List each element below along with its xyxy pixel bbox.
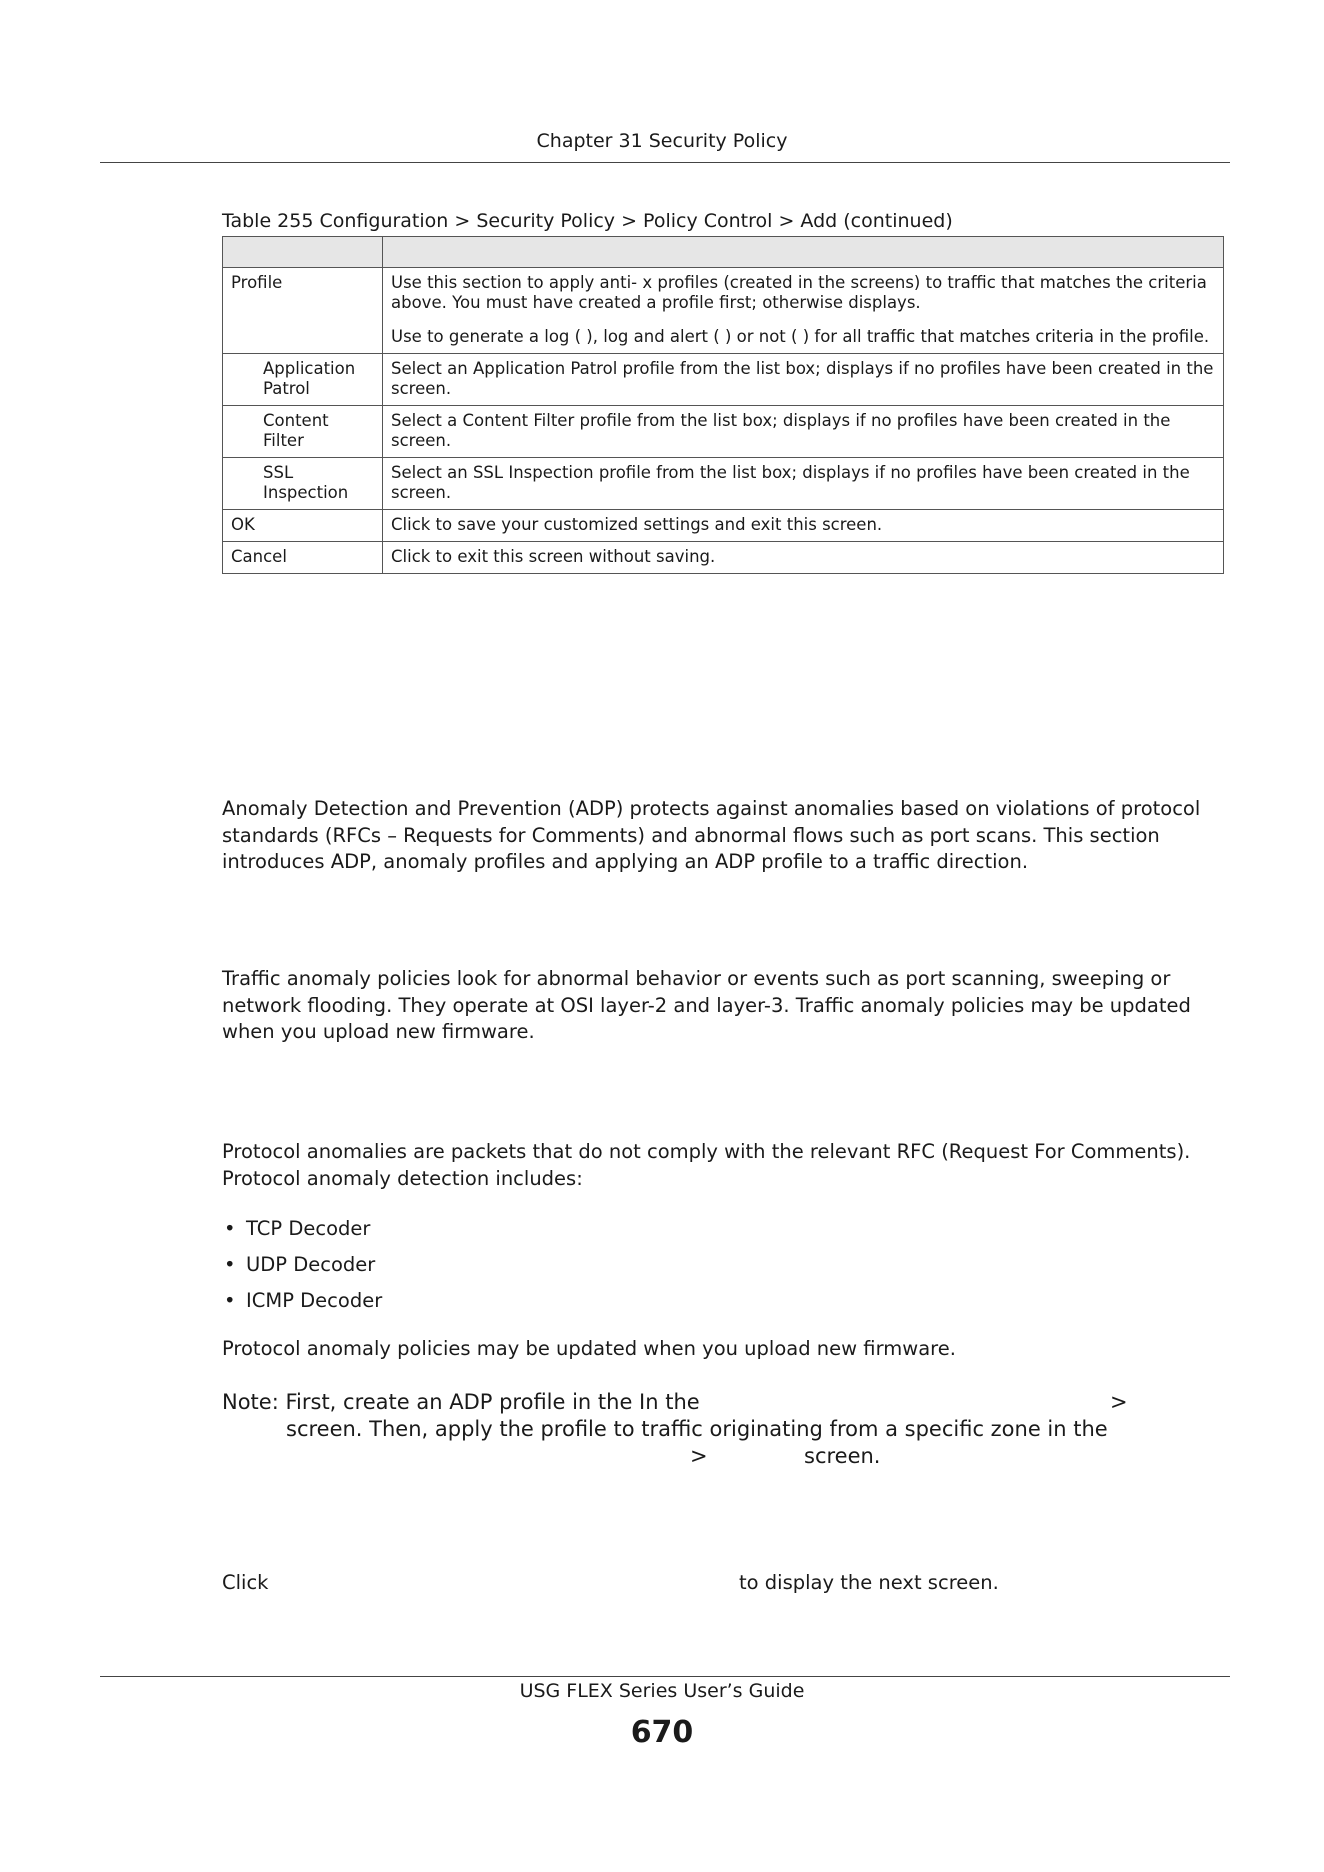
- row-description: [383, 406, 1224, 458]
- table-row: [223, 542, 1224, 574]
- note-text: screen.: [804, 1444, 881, 1468]
- table-row: [223, 510, 1224, 542]
- running-footer: USG FLEX Series User’s Guide: [519, 1680, 805, 1702]
- row-description: [383, 542, 1224, 574]
- row-description: [383, 354, 1224, 406]
- note-separator: >: [1110, 1390, 1128, 1414]
- field-description-table: [222, 236, 1224, 574]
- table-row: [223, 354, 1224, 406]
- adp-intro-paragraph: Anomaly Detection and Prevention (ADP) protects against anomalies based on violations of protocol standards (RFCs – Requests for Comments) and abnormal flows such as port scans. This section introduces ADP, anomaly profiles and applying an ADP profile to a traffic direction.: [222, 797, 1201, 873]
- row-label: SSL Inspection: [223, 458, 383, 510]
- page-number: 670: [630, 1715, 694, 1750]
- running-header: Chapter 31 Security Policy: [536, 130, 788, 152]
- note-text: screen. Then, apply the profile to traffic originating from a specific zone in the: [286, 1417, 1108, 1441]
- description-paragraph: Select a Content Filter profile from the list box; displays if no profiles have been created in the screen.: [391, 411, 1171, 450]
- row-label: Profile: [223, 268, 383, 354]
- description-paragraph: Use this section to apply anti- x profiles (created in the screens) to traffic that matches the criteria above. You must have created a profile first; otherwise displays.: [391, 273, 1207, 312]
- table-header-cell: [383, 237, 1224, 268]
- table-row: [223, 458, 1224, 510]
- note-separator: >: [690, 1444, 708, 1468]
- traffic-anomaly-paragraph: Traffic anomaly policies look for abnormal behavior or events such as port scanning, sweeping or network flooding. They operate at OSI layer-2 and layer-3. Traffic anomaly policies may be updated when you upload new firmware.: [222, 967, 1191, 1043]
- header-rule: [100, 162, 1230, 163]
- description-paragraph: Click to exit this screen without saving.: [391, 547, 716, 566]
- table-header-row: [223, 237, 1224, 268]
- click-instruction-text: to display the next screen.: [739, 1571, 999, 1594]
- table-row: [223, 268, 1224, 354]
- row-label: OK: [223, 510, 383, 542]
- table-header-cell: [223, 237, 383, 268]
- description-paragraph: Select an Application Patrol profile from the list box; displays if no profiles have been created in the screen.: [391, 359, 1214, 398]
- row-label: Cancel: [223, 542, 383, 574]
- note-label: Note:: [222, 1390, 279, 1414]
- description-paragraph: Select an SSL Inspection profile from the list box; displays if no profiles have been created in the screen.: [391, 463, 1190, 502]
- list-item: • ICMP Decoder: [222, 1283, 382, 1319]
- row-label: Content Filter: [223, 406, 383, 458]
- footer-rule: [100, 1676, 1230, 1677]
- note-block: [222, 1389, 1232, 1416]
- protocol-policy-paragraph: Protocol anomaly policies may be updated when you upload new firmware.: [222, 1337, 956, 1360]
- description-paragraph: Click to save your customized settings and exit this screen.: [391, 515, 883, 534]
- description-paragraph: Use to generate a log ( ), log and alert ( ) or not ( ) for all traffic that matches criteria in the profile.: [391, 327, 1210, 346]
- table-row: [223, 406, 1224, 458]
- note-text: First, create an ADP profile in the In the: [285, 1390, 700, 1414]
- row-label: Application Patrol: [223, 354, 383, 406]
- table-caption: Table 255 Configuration > Security Policy > Policy Control > Add (continued): [222, 210, 953, 232]
- row-description: [383, 268, 1224, 354]
- list-item: • UDP Decoder: [222, 1247, 382, 1283]
- row-description: [383, 510, 1224, 542]
- list-item: • TCP Decoder: [222, 1211, 382, 1247]
- protocol-anomaly-paragraph: Protocol anomalies are packets that do not comply with the relevant RFC (Request For Comments). Protocol anomaly detection includes:: [222, 1140, 1191, 1190]
- click-instruction-label: Click: [222, 1571, 269, 1594]
- decoder-list: [222, 1211, 382, 1319]
- row-description: [383, 458, 1224, 510]
